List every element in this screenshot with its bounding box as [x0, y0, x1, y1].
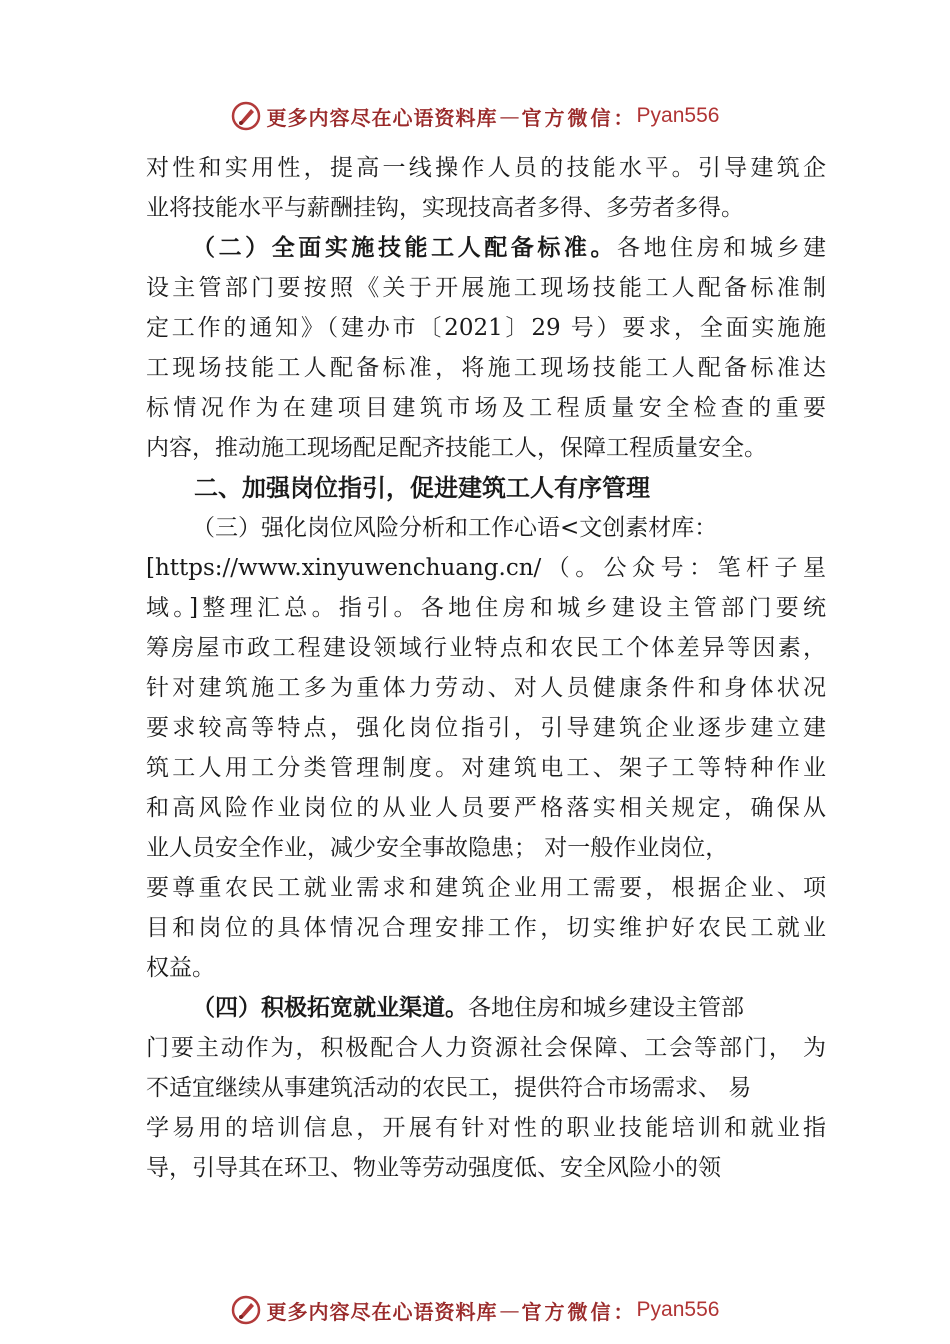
- text-line: 针对建筑施工多为重体力劳动、对人员健康条件和身体状况: [146, 675, 826, 701]
- document-body: [146, 148, 826, 1188]
- text-line: 域。]整理汇总。指引。各地住房和城乡建设主管部门要统: [146, 595, 826, 621]
- banner-wechat-label: 官方微信：: [521, 105, 637, 130]
- text-line: 工现场技能工人配备标准，将施工现场技能工人配备标准达: [146, 355, 826, 381]
- banner-account: Pyan556: [636, 104, 720, 127]
- banner-account: Pyan556: [636, 1298, 720, 1321]
- text-line: 业将技能水平与薪酬挂钩，实现技高者多得、多劳者多得。: [146, 195, 744, 221]
- paragraph-2-first-line: [146, 228, 826, 268]
- paragraph-2: [146, 228, 826, 468]
- banner-dash: —: [499, 104, 520, 128]
- section-heading: 二、加强岗位指引，促进建筑工人有序管理: [194, 474, 650, 502]
- paragraph-4: [146, 988, 826, 1188]
- text-line: 标情况作为在建项目建筑市场及工程质量安全检查的重要: [146, 395, 826, 421]
- text-run: 各地住房和城乡建设主管部: [468, 995, 744, 1021]
- logo-icon: [231, 101, 261, 131]
- subsection-title: （四）积极拓宽就业渠道。: [192, 994, 468, 1021]
- text-line: 学易用的培训信息，开展有针对性的职业技能培训和就业指: [146, 1115, 826, 1141]
- text-line: 业人员安全作业，减少安全事故隐患； 对一般作业岗位，: [146, 835, 729, 861]
- text-line: 要尊重农民工就业需求和建筑企业用工需要，根据企业、项: [146, 875, 826, 901]
- text-line: 权益。: [146, 955, 215, 981]
- text-line: 要求较高等特点，强化岗位指引，引导建筑企业逐步建立建: [146, 715, 826, 741]
- text-run: 各地住房和城乡建: [617, 235, 827, 261]
- text-line: 设主管部门要按照《关于开展施工现场技能工人配备标准制: [146, 275, 826, 301]
- banner-dash: —: [499, 1298, 520, 1322]
- text-line: 门要主动作为，积极配合人力资源社会保障、工会等部门， 为: [146, 1035, 826, 1061]
- subsection-title: （二）全面实施技能工人配备标准。: [192, 234, 618, 261]
- footer-banner: [0, 1290, 950, 1330]
- text-line: 定工作的通知》（建办市〔2021〕29 号）要求，全面实施施: [146, 315, 826, 341]
- banner-site-name: 更多内容尽在心语资料库: [266, 1299, 498, 1324]
- banner-site-name: 更多内容尽在心语资料库: [266, 105, 498, 130]
- text-line: 内容，推动施工现场配足配齐技能工人，保障工程质量安全。: [146, 435, 767, 461]
- logo-icon: [231, 1295, 261, 1325]
- text-line: 和高风险作业岗位的从业人员要严格落实相关规定，确保从: [146, 795, 826, 821]
- text-line: 不适宜继续从事建筑活动的农民工，提供符合市场需求、 易: [146, 1075, 752, 1101]
- paragraph-4-first-line: [146, 988, 826, 1028]
- text-line: 导，引导其在环卫、物业等劳动强度低、安全风险小的领: [146, 1155, 721, 1181]
- text-line: （三）强化岗位风险分析和工作心语<文创素材库：: [192, 515, 718, 541]
- text-line: 对性和实用性，提高一线操作人员的技能水平。引导建筑企: [146, 155, 826, 181]
- text-line: 筑工人用工分类管理制度。对建筑电工、架子工等特种作业: [146, 755, 826, 781]
- paragraph-1: [146, 148, 826, 228]
- header-banner: [0, 96, 950, 136]
- text-line: [https://www.xinyuwenchuang.cn/（。公众号：笔杆子星: [146, 555, 826, 581]
- text-line: 目和岗位的具体情况合理安排工作，切实维护好农民工就业: [146, 915, 826, 941]
- text-line: 筹房屋市政工程建设领域行业特点和农民工个体差异等因素，: [146, 635, 826, 661]
- banner-wechat-label: 官方微信：: [521, 1299, 637, 1324]
- paragraph-3: [146, 508, 826, 988]
